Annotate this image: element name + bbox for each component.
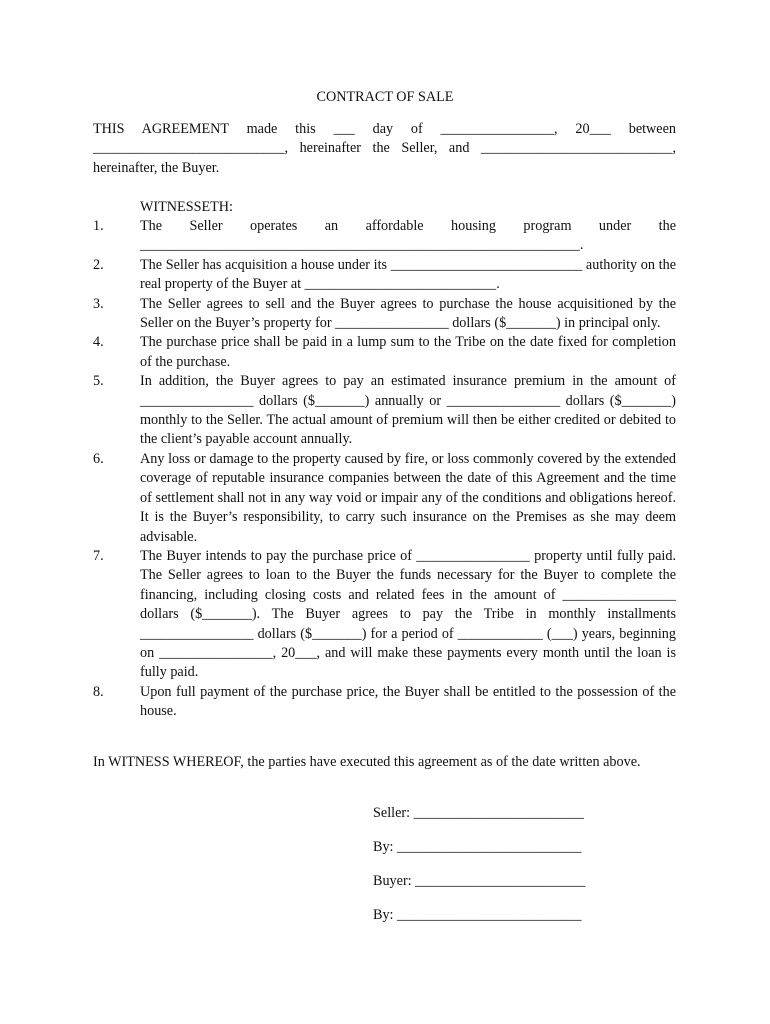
clause-text: The purchase price shall be paid in a lump sum to the Tribe on the date fixed for completion of the purchase. <box>140 334 676 370</box>
buyer-signature-line: Buyer: ________________________ <box>373 873 586 889</box>
clause-number: 1. <box>93 218 104 234</box>
clause-4 <box>93 333 676 372</box>
clause-list <box>93 217 676 722</box>
clause-1 <box>93 217 676 256</box>
clause-text: The Seller operates an affordable housing program under the ______________________________________________________________. <box>140 218 676 254</box>
clause-number: 4. <box>93 334 104 351</box>
clause-number: 5. <box>93 373 104 390</box>
clause-6 <box>93 450 676 547</box>
signature-block <box>373 804 585 940</box>
clause-text: Any loss or damage to the property caused by fire, or loss commonly covered by the extended coverage of reputable insurance companies between the date of this Agreement and the time of settlement shall not in any way void or impair any of the conditions and obligations hereof. It is the Buyer’s responsibility, to carry such insurance on the Premises as she may deem advisable. <box>140 450 676 545</box>
clause-number: 7. <box>93 547 104 564</box>
clause-number: 6. <box>93 450 104 467</box>
intro-paragraph: THIS AGREEMENT made this ___ day of ________________, 20___ between ___________________________, hereinafter the Seller, and ___________________________, hereinafter, the Buyer. <box>93 121 676 176</box>
document-title: CONTRACT OF SALE <box>316 89 454 105</box>
clause-7 <box>93 547 676 683</box>
clause-3 <box>93 295 676 334</box>
buyer-by-signature-line: By: __________________________ <box>373 907 582 923</box>
clause-number: 8. <box>93 683 104 700</box>
clause-number: 2. <box>93 256 104 273</box>
clause-text: The Seller agrees to sell and the Buyer agrees to purchase the house acquisitioned by the Seller on the Buyer’s property for ________________ dollars ($_______) in principal only. <box>140 295 676 332</box>
clause-number: 3. <box>93 295 104 312</box>
witness-clause: In WITNESS WHEREOF, the parties have executed this agreement as of the date written above. <box>93 754 641 770</box>
clause-5 <box>93 372 676 450</box>
seller-by-signature-line: By: __________________________ <box>373 839 582 855</box>
clause-text: In addition, the Buyer agrees to pay an estimated insurance premium in the amount of ________________ dollars ($_______) annually or ________________ dollars ($_______) monthly to the Seller. The actual amount of premium will then be either credited or debited to the client’s payable account annually. <box>140 373 676 448</box>
clause-text: The Buyer intends to pay the purchase price of ________________ property until fully paid. The Seller agrees to loan to the Buyer the funds necessary for the Buyer to complete the financing, including closing costs and related fees in the amount of ________________ dollars ($_______). The Buyer agrees to pay the Tribe in monthly installments ________________ dollars ($_______) for a period of ____________ (___) years, beginning on ________________, 20___, and will make these payments every month until the loan is fully paid. <box>140 547 676 681</box>
clause-8 <box>93 683 676 722</box>
clause-text: Upon full payment of the purchase price, the Buyer shall be entitled to the possession of the house. <box>140 683 676 720</box>
clause-text: The Seller has acquisition a house under its ___________________________ authority on the real property of the Buyer at ___________________________. <box>140 256 676 293</box>
seller-signature-line: Seller: ________________________ <box>373 805 584 821</box>
witnesseth-heading: WITNESSETH: <box>140 199 233 215</box>
clause-2 <box>93 256 676 295</box>
